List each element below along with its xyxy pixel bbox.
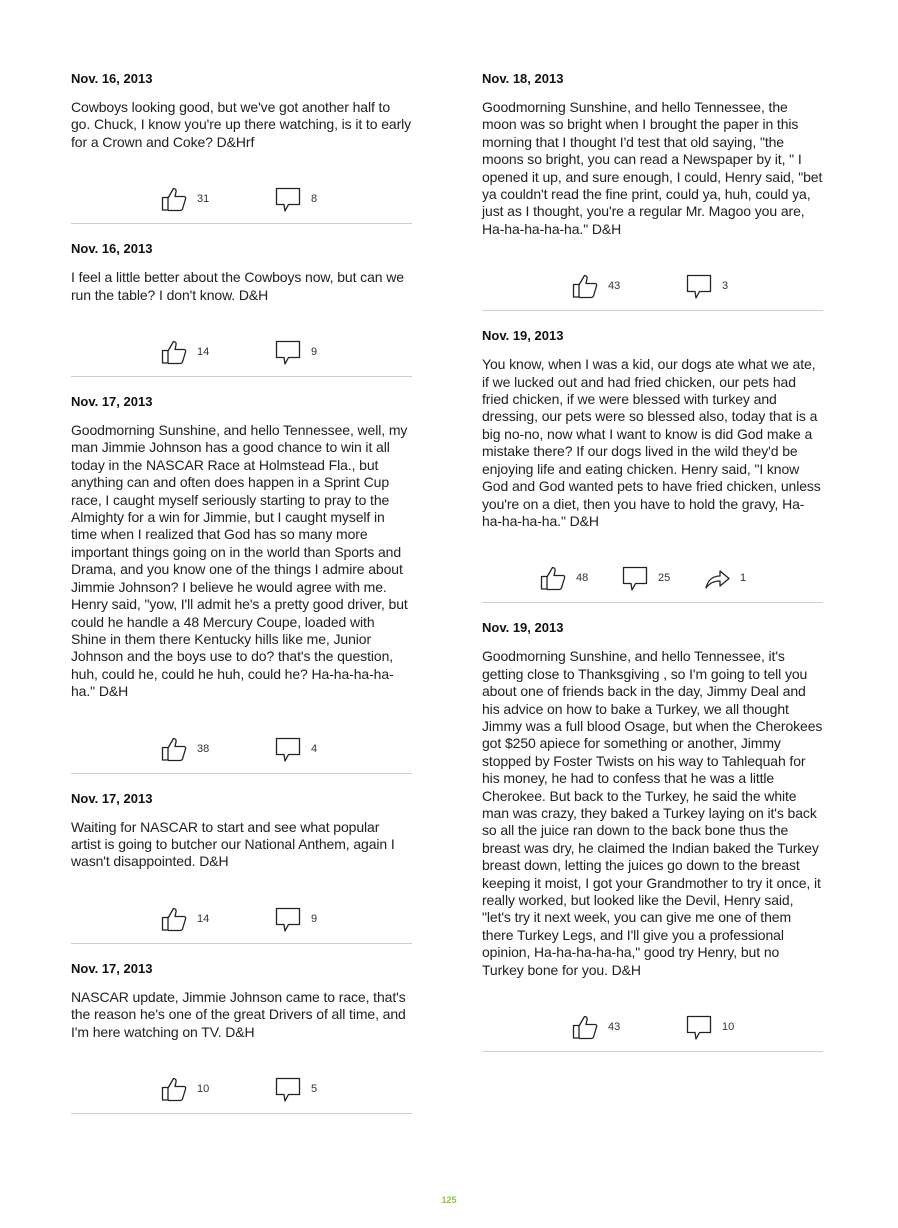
- right-column: [482, 70, 823, 1052]
- comment-bubble-icon: [274, 905, 302, 933]
- like-count: 43: [608, 1021, 621, 1034]
- like-button[interactable]: [160, 735, 209, 763]
- thumbs-up-icon: [160, 1075, 188, 1103]
- thumbs-up-icon: [160, 338, 188, 366]
- like-button[interactable]: [160, 1075, 209, 1103]
- post-date: Nov. 17, 2013: [71, 790, 153, 806]
- share-button[interactable]: [703, 564, 746, 592]
- like-button[interactable]: [160, 905, 209, 933]
- post-text: Goodmorning Sunshine, and hello Tennessee, the moon was so bright when I brought the paper in this morning that I thought I'd test that old saying, "the moons so bright, you can read a Newspaper by it, " I opened it up, and sure enough, I could, Henry said, "bet ya couldn't read the fine print, could ya, huh, could ya, just as I thought, you're a regular Mr. Magoo you are, Ha-ha-ha-ha-ha." D&H: [482, 99, 823, 237]
- post: [71, 240, 412, 377]
- share-count: 1: [740, 572, 747, 585]
- like-count: 38: [197, 742, 210, 755]
- post-date: Nov. 16, 2013: [71, 71, 153, 86]
- comment-count: 9: [311, 346, 318, 359]
- like-count: 14: [197, 346, 210, 359]
- comment-button[interactable]: [621, 564, 670, 592]
- comment-count: 4: [311, 742, 318, 755]
- post-actions: [71, 905, 412, 943]
- post-text: I feel a little better about the Cowboys now, but can we run the table? I don't know. D&H: [71, 269, 404, 303]
- like-count: 14: [197, 912, 210, 925]
- like-count: 48: [576, 572, 589, 585]
- comment-button[interactable]: [685, 272, 728, 300]
- thumbs-up-icon: [539, 564, 567, 592]
- post: [71, 960, 412, 1114]
- post: [482, 70, 823, 311]
- comment-count: 25: [658, 572, 671, 585]
- comment-bubble-icon: [685, 1013, 713, 1041]
- like-button[interactable]: [571, 272, 620, 300]
- like-button[interactable]: [160, 338, 209, 366]
- post-actions: [482, 1013, 823, 1051]
- post: [71, 70, 412, 224]
- like-button[interactable]: [571, 1013, 620, 1041]
- post-text: Waiting for NASCAR to start and see what popular artist is going to butcher our National Anthem, again I wasn't disappointed. D&H: [71, 818, 395, 870]
- comment-count: 8: [311, 193, 318, 206]
- post: [71, 790, 412, 944]
- comment-count: 5: [311, 1082, 318, 1095]
- post-date: Nov. 19, 2013: [482, 328, 564, 344]
- post-date: Nov. 18, 2013: [482, 71, 564, 86]
- post: [482, 619, 823, 1052]
- post-date: Nov. 17, 2013: [71, 960, 153, 976]
- like-count: 10: [197, 1082, 210, 1095]
- post-text: Goodmorning Sunshine, and hello Tennessee, it's getting close to Thanksgiving , so I'm going to tell you about one of friends back in the day, Jimmy Deal and his advice on how to bake a Turkey, we all thought Jimmy was a full blood Osage, but when the Cherokees got $250 apiece for something or another, Jimmy stopped by Foster Twists on his way to Tahlequah for his money, he had to confess that he was a little Cherokee. But back to the Turkey, he said the white man was crazy, they baked a Turkey laying on it's back so all the juice ran down to the back bone thus the breast was dry, he claimed the Indian baked the Turkey breast down, letting the juices go down to the breast keeping it moist, I got your Grandmother to try it once, it really worked, but looked like the Devil, Henry said, "let's try it next week, you can give me one of them there Turkey Legs, and I'll give you a professional opinion, Ha-ha-ha-ha-ha," good try Henry, but no Turkey bone for you. D&H: [482, 648, 823, 978]
- comment-button[interactable]: [274, 735, 317, 763]
- comment-bubble-icon: [274, 1075, 302, 1103]
- post-text: NASCAR update, Jimmie Johnson came to race, that's the reason he's one of the great Drivers of all time, and I'm here watching on TV. D&H: [71, 988, 406, 1040]
- page-number: 125: [441, 1195, 457, 1205]
- post-text: Cowboys looking good, but we've got another half to go. Chuck, I know you're up there watching, is it to early for a Crown and Coke? D&Hrf: [71, 99, 412, 150]
- post: [482, 327, 823, 603]
- like-count: 31: [197, 193, 210, 206]
- post-date: Nov. 19, 2013: [482, 620, 564, 636]
- post-actions: [482, 564, 823, 602]
- comment-bubble-icon: [621, 564, 649, 592]
- share-arrow-icon: [703, 564, 731, 592]
- comment-bubble-icon: [274, 735, 302, 763]
- thumbs-up-icon: [160, 185, 188, 213]
- like-button[interactable]: [160, 185, 209, 213]
- comment-count: 10: [722, 1021, 735, 1034]
- comment-button[interactable]: [274, 1075, 317, 1103]
- post-text: Goodmorning Sunshine, and hello Tennessee, well, my man Jimmie Johnson has a good chance to win it all today in the NASCAR Race at Holmstead Fla., but anything can and often does happen in a Sprint Cup race, I caught myself seriously starting to pray to the Almighty for a win for Jimmie, but I caught myself in time when I realized that God has so many more important things going on in the world than Sports and Drama, and you know one of the things I admire about Jimmie Johnson? I believe he would agree with me. Henry said, "yow, I'll admit he's a pretty good driver, but could he handle a 48 Mercury Coupe, loaded with Shine in them there Kentucky hills like me, Junior Johnson and the boys use to do? that's the question, huh, could he, could he huh, could he? Ha-ha-ha-ha-ha." D&H: [71, 422, 408, 700]
- comment-button[interactable]: [685, 1013, 734, 1041]
- comment-bubble-icon: [274, 185, 302, 213]
- comment-button[interactable]: [274, 905, 317, 933]
- comment-bubble-icon: [685, 272, 713, 300]
- post-actions: [482, 272, 823, 310]
- comment-count: 3: [722, 280, 729, 293]
- thumbs-up-icon: [160, 735, 188, 763]
- thumbs-up-icon: [160, 905, 188, 933]
- thumbs-up-icon: [571, 1013, 599, 1041]
- post-actions: [71, 338, 412, 376]
- thumbs-up-icon: [571, 272, 599, 300]
- like-button[interactable]: [539, 564, 588, 592]
- comment-count: 9: [311, 912, 318, 925]
- post: [71, 393, 412, 774]
- post-actions: [71, 735, 412, 773]
- like-count: 43: [608, 280, 621, 293]
- post-date: Nov. 16, 2013: [71, 241, 153, 257]
- comment-bubble-icon: [274, 338, 302, 366]
- comment-button[interactable]: [274, 338, 317, 366]
- post-actions: [71, 185, 412, 223]
- post-date: Nov. 17, 2013: [71, 394, 153, 410]
- post-actions: [71, 1075, 412, 1113]
- left-column: [71, 70, 412, 1114]
- post-text: You know, when I was a kid, our dogs ate what we ate, if we lucked out and had fried chicken, our pets had fried chicken, if we were blessed with turkey and dressing, our pets were so blessed also, today that is a big no-no, now what I want to know is did God make a mistake there? If our dogs lived in the wild they'd be enjoying life and eating chicken. Henry said, "I know God and God wanted pets to have fried chicken, unless you're on a diet, then you have to hold the gravy, Ha-ha-ha-ha-ha." D&H: [482, 356, 821, 529]
- comment-button[interactable]: [274, 185, 317, 213]
